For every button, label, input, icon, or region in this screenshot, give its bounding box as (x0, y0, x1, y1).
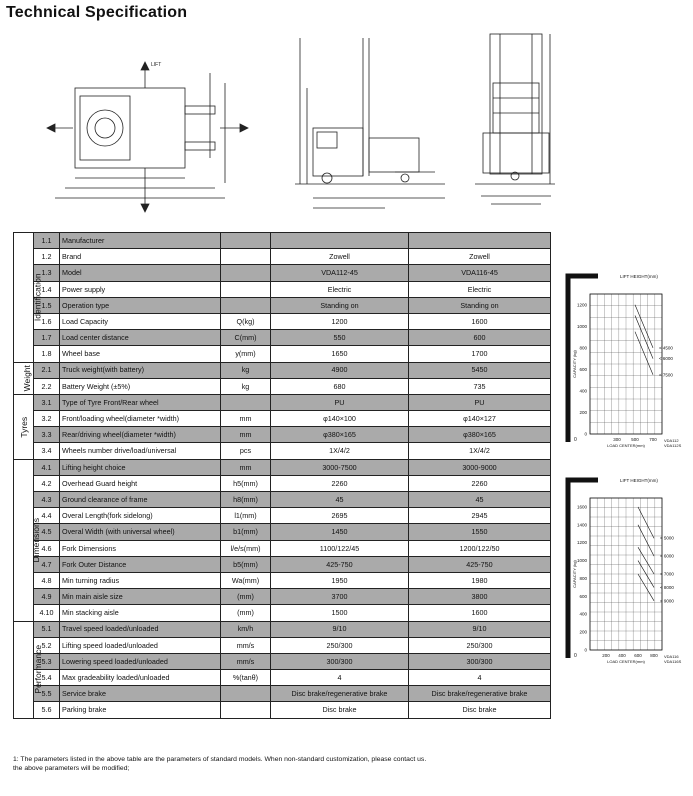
table-row (14, 508, 551, 524)
value-model-2: 3000-9000 (409, 459, 551, 475)
series-label: < 6000 (659, 356, 673, 362)
side-view-drawing (295, 38, 445, 208)
value-model-1: 425-750 (271, 556, 409, 572)
row-unit (221, 249, 271, 265)
value-model-2: 3800 (409, 589, 551, 605)
x-tick-label: 800 (650, 653, 658, 658)
table-row (14, 362, 551, 378)
row-name: Manufacturer (60, 233, 221, 249)
value-model-2: 1600 (409, 605, 551, 621)
row-unit: mm/s (221, 637, 271, 653)
row-unit: (mm) (221, 605, 271, 621)
row-name: Wheel base (60, 346, 221, 362)
table-row (14, 653, 551, 669)
value-model-1: Disc brake (271, 702, 409, 718)
group-label (14, 621, 44, 718)
value-model-1: 45 (271, 492, 409, 508)
row-number: 3.4 (34, 443, 60, 459)
row-name: Type of Tyre Front/Rear wheel (60, 394, 221, 410)
value-model-1: 250/300 (271, 637, 409, 653)
row-name: Load Capacity (60, 313, 221, 329)
y-tick-label: 600 (579, 366, 587, 372)
row-unit: h5(mm) (221, 475, 271, 491)
series-label: < 4500 (659, 345, 673, 351)
group-label (14, 233, 43, 363)
value-model-2: Standing on (409, 297, 551, 313)
table-row (14, 459, 551, 475)
row-unit: %(tanθ) (221, 670, 271, 686)
row-number: 4.10 (34, 605, 60, 621)
row-name: Model (60, 265, 221, 281)
value-model-2: 1X/4/2 (409, 443, 551, 459)
row-name: Fork Outer Distance (60, 556, 221, 572)
value-model-2: 9/10 (409, 621, 551, 637)
y-tick-label: 1000 (576, 558, 587, 564)
row-number: 4.9 (34, 589, 60, 605)
value-model-1: 2260 (271, 475, 409, 491)
row-name: Power supply (60, 281, 221, 297)
table-row (14, 589, 551, 605)
group-label-text: Tyres (19, 416, 30, 438)
table-row (14, 313, 551, 329)
value-model-2: Electric (409, 281, 551, 297)
table-row (14, 540, 551, 556)
row-unit: l1(mm) (221, 508, 271, 524)
value-model-1: 1200 (271, 313, 409, 329)
y-tick-label: 1600 (576, 504, 587, 510)
table-row (14, 394, 551, 410)
front-view-drawing (475, 34, 555, 204)
value-model-2: Zowell (409, 249, 551, 265)
row-number: 1.4 (34, 281, 60, 297)
x-axis-label: LOAD CENTER(mm) (607, 659, 645, 664)
value-model-2: Disc brake (409, 702, 551, 718)
table-row (14, 524, 551, 540)
value-model-2: 2260 (409, 475, 551, 491)
row-unit: mm (221, 459, 271, 475)
y-tick-label: 600 (579, 593, 587, 599)
table-row (14, 411, 551, 427)
row-name: Overal Width (with universal wheel) (60, 524, 221, 540)
value-model-2: 4 (409, 670, 551, 686)
row-number: 1.6 (34, 313, 60, 329)
value-model-1: VDA112-45 (271, 265, 409, 281)
value-model-2: 5450 (409, 362, 551, 378)
value-model-1: 3000-7500 (271, 459, 409, 475)
footnote-2: the above parameters will be modified; (13, 765, 130, 772)
series-label: < 9000 (660, 598, 674, 604)
row-number: 5.1 (34, 621, 60, 637)
value-model-2: 2945 (409, 508, 551, 524)
value-model-1: Disc brake/regenerative brake (271, 686, 409, 702)
row-number: 1.3 (34, 265, 60, 281)
table-row (14, 686, 551, 702)
value-model-1: Standing on (271, 297, 409, 313)
value-model-1: Electric (271, 281, 409, 297)
value-model-1: 2695 (271, 508, 409, 524)
row-name: Battery Weight (±5%) (60, 378, 221, 394)
row-unit: Wa(mm) (221, 572, 271, 588)
row-name: Min turning radius (60, 572, 221, 588)
series-line (635, 316, 653, 359)
plan-view-drawing (47, 62, 248, 212)
row-unit (221, 265, 271, 281)
footnotes (13, 755, 573, 773)
row-number: 5.5 (34, 686, 60, 702)
series-label: < 8000 (660, 584, 674, 590)
table-row (14, 330, 551, 346)
row-number: 4.6 (34, 540, 60, 556)
table-row (14, 492, 551, 508)
y-tick-label: 0 (584, 647, 587, 653)
value-model-1: 1950 (271, 572, 409, 588)
row-name: Min main aisle size (60, 589, 221, 605)
row-name: Load center distance (60, 330, 221, 346)
row-name: Ground clearance of frame (60, 492, 221, 508)
row-unit: h8(mm) (221, 492, 271, 508)
row-name: Travel speed loaded/unloaded (60, 621, 221, 637)
row-name: Brand (60, 249, 221, 265)
value-model-1: 300/300 (271, 653, 409, 669)
row-name: Front/loading wheel(diameter *width) (60, 411, 221, 427)
value-model-2: 1550 (409, 524, 551, 540)
table-row (14, 297, 551, 313)
row-name: Lifting speed loaded/unloaded (60, 637, 221, 653)
row-name: Parking brake (60, 702, 221, 718)
row-unit: mm (221, 427, 271, 443)
table-row (14, 346, 551, 362)
row-name: Truck weight(with battery) (60, 362, 221, 378)
value-model-1: 680 (271, 378, 409, 394)
table-row (14, 572, 551, 588)
value-model-2: 45 (409, 492, 551, 508)
series-line (635, 305, 653, 348)
y-tick-label: 400 (579, 611, 587, 617)
chart-title: LIFT HEIGHT(mm) (620, 274, 658, 279)
y-tick-label: 400 (579, 388, 587, 394)
origin-label: 0 (574, 653, 577, 659)
row-unit (221, 297, 271, 313)
row-number: 2.2 (34, 378, 60, 394)
value-model-1: 9/10 (271, 621, 409, 637)
series-label: < 6000 (660, 553, 674, 559)
model-label: VDA116S (664, 659, 682, 664)
row-name: Overhead Guard height (60, 475, 221, 491)
row-number: 4.4 (34, 508, 60, 524)
table-row (14, 249, 551, 265)
y-tick-label: 0 (584, 431, 587, 437)
row-number: 1.2 (34, 249, 60, 265)
value-model-1: 1100/122/45 (271, 540, 409, 556)
row-number: 2.1 (34, 362, 60, 378)
row-unit: kg (221, 378, 271, 394)
y-tick-label: 800 (579, 575, 587, 581)
group-label-text: Dimensions (30, 517, 41, 563)
row-number: 3.3 (34, 427, 60, 443)
row-unit: Q(kg) (221, 313, 271, 329)
page-title: Technical Specification (6, 4, 188, 21)
row-unit (221, 233, 271, 249)
row-unit: mm/s (221, 653, 271, 669)
model-label: VDA112S (664, 443, 682, 448)
table-row (14, 427, 551, 443)
row-name: Rear/driving wheel(diameter *width) (60, 427, 221, 443)
row-unit: b1(mm) (221, 524, 271, 540)
y-axis-label: CAPACITY (kg) (572, 350, 577, 378)
row-unit (221, 686, 271, 702)
table-row (14, 605, 551, 621)
x-axis-label: LOAD CENTER(mm) (607, 443, 645, 448)
row-unit (221, 394, 271, 410)
value-model-2: 735 (409, 378, 551, 394)
row-name: Wheels number drive/load/universal (60, 443, 221, 459)
value-model-2: 300/300 (409, 653, 551, 669)
value-model-2: 600 (409, 330, 551, 346)
row-unit: l/e/s(mm) (221, 540, 271, 556)
capacity-chart-vda112 (560, 260, 690, 460)
value-model-1: 550 (271, 330, 409, 346)
row-unit: km/h (221, 621, 271, 637)
row-number: 3.1 (34, 394, 60, 410)
technical-drawings (45, 28, 565, 226)
spec-table (13, 232, 551, 719)
capacity-chart-vda116 (560, 468, 690, 678)
table-row (14, 637, 551, 653)
value-model-1: PU (271, 394, 409, 410)
value-model-1: 4 (271, 670, 409, 686)
row-number: 4.2 (34, 475, 60, 491)
y-tick-label: 200 (579, 409, 587, 415)
value-model-2: φ140×127 (409, 411, 551, 427)
row-unit: mm (221, 411, 271, 427)
row-number: 4.7 (34, 556, 60, 572)
group-label (14, 459, 41, 621)
value-model-2: 1980 (409, 572, 551, 588)
row-unit: y(mm) (221, 346, 271, 362)
value-model-1: 4900 (271, 362, 409, 378)
row-number: 4.8 (34, 572, 60, 588)
value-model-2: 1600 (409, 313, 551, 329)
y-tick-label: 1000 (576, 323, 587, 329)
series-line (635, 332, 653, 375)
x-tick-label: 400 (618, 653, 626, 658)
row-number: 5.6 (34, 702, 60, 718)
value-model-1 (271, 233, 409, 249)
table-row (14, 556, 551, 572)
table-row (14, 378, 551, 394)
plan-lift-label: LIFT (151, 62, 162, 68)
value-model-1: 1500 (271, 605, 409, 621)
value-model-2: 425-750 (409, 556, 551, 572)
model-label: VDA116 (664, 654, 679, 659)
row-unit: C(mm) (221, 330, 271, 346)
value-model-2: Disc brake/regenerative brake (409, 686, 551, 702)
row-unit (221, 702, 271, 718)
value-model-2: φ380×165 (409, 427, 551, 443)
row-number: 4.1 (34, 459, 60, 475)
group-label (14, 362, 34, 394)
row-name: Max gradeability loaded/unloaded (60, 670, 221, 686)
table-row (14, 702, 551, 718)
value-model-1: Zowell (271, 249, 409, 265)
value-model-2: 1200/122/50 (409, 540, 551, 556)
row-unit (221, 281, 271, 297)
y-tick-label: 1200 (576, 302, 587, 308)
table-row (14, 621, 551, 637)
row-unit: kg (221, 362, 271, 378)
group-label-text: Weight (21, 365, 32, 392)
row-number: 5.2 (34, 637, 60, 653)
value-model-2: VDA116-45 (409, 265, 551, 281)
value-model-2: 1700 (409, 346, 551, 362)
value-model-1: 3700 (271, 589, 409, 605)
value-model-1: φ140×100 (271, 411, 409, 427)
row-number: 1.8 (34, 346, 60, 362)
model-label: VDA112 (664, 438, 679, 443)
table-row (14, 265, 551, 281)
row-name: Lowering speed loaded/unloaded (60, 653, 221, 669)
table-row (14, 233, 551, 249)
row-name: Fork Dimensions (60, 540, 221, 556)
y-tick-label: 1400 (576, 522, 587, 528)
group-label-text: Identification (32, 273, 43, 322)
value-model-2 (409, 233, 551, 249)
row-number: 1.1 (34, 233, 60, 249)
y-tick-label: 200 (579, 629, 587, 635)
value-model-1: φ380×165 (271, 427, 409, 443)
footnote-1: 1: The parameters listed in the above table are the parameters of standard models. When non-standard customization, please contact us. (13, 756, 427, 763)
group-label-text: Performance (33, 645, 44, 694)
table-row (14, 475, 551, 491)
row-name: Service brake (60, 686, 221, 702)
y-axis-label: CAPACITY (kg) (572, 560, 577, 588)
group-label (14, 394, 34, 459)
chart-title: LIFT HEIGHT(mm) (620, 478, 658, 483)
row-unit: pcs (221, 443, 271, 459)
row-number: 4.5 (34, 524, 60, 540)
series-label: < 7000 (660, 571, 674, 577)
row-unit: b5(mm) (221, 556, 271, 572)
row-number: 5.3 (34, 653, 60, 669)
row-number: 1.5 (34, 297, 60, 313)
value-model-1: 1450 (271, 524, 409, 540)
series-label: < 7500 (659, 372, 673, 378)
x-tick-label: 300 (613, 437, 621, 442)
row-number: 1.7 (34, 330, 60, 346)
x-tick-label: 200 (602, 653, 610, 658)
y-tick-label: 1200 (576, 540, 587, 546)
table-row (14, 281, 551, 297)
y-tick-label: 800 (579, 345, 587, 351)
x-tick-label: 600 (634, 653, 642, 658)
row-number: 5.4 (34, 670, 60, 686)
row-number: 4.3 (34, 492, 60, 508)
row-name: Min stacking aisle (60, 605, 221, 621)
value-model-1: 1X/4/2 (271, 443, 409, 459)
row-number: 3.2 (34, 411, 60, 427)
value-model-1: 1650 (271, 346, 409, 362)
row-name: Lifting height choice (60, 459, 221, 475)
table-row (14, 670, 551, 686)
row-name: Operation type (60, 297, 221, 313)
row-unit: (mm) (221, 589, 271, 605)
series-label: < 5000 (660, 535, 674, 541)
row-name: Overal Length(fork sidelong) (60, 508, 221, 524)
x-tick-label: 500 (631, 437, 639, 442)
table-row (14, 443, 551, 459)
value-model-2: PU (409, 394, 551, 410)
value-model-2: 250/300 (409, 637, 551, 653)
x-tick-label: 700 (649, 437, 657, 442)
origin-label: 0 (574, 437, 577, 443)
